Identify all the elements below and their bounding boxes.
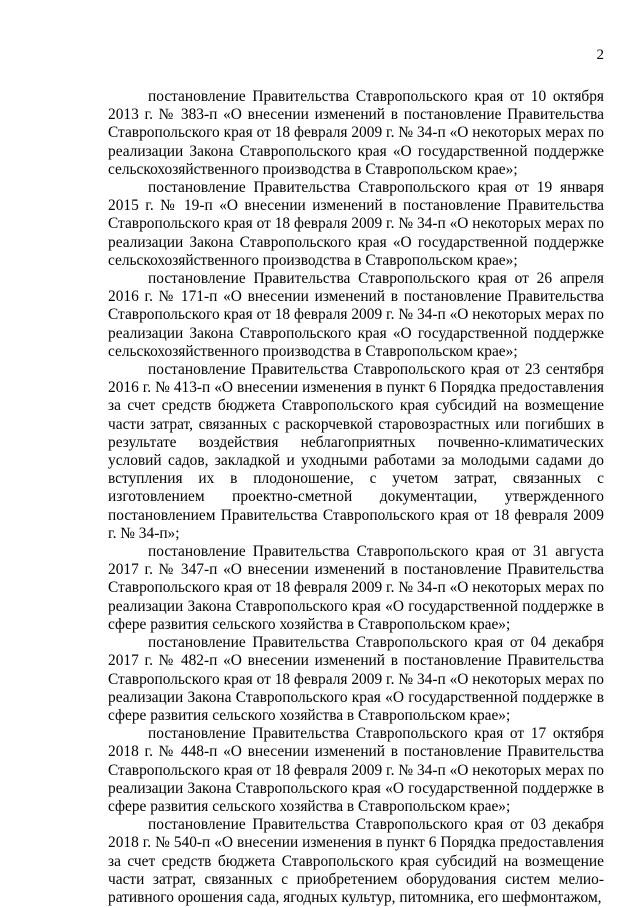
paragraph-resolution-19: постановление Правительства Ставропольского края от 19 января 2015 г. № 19-п «О внесении изменений в постановление Правительства Ставропольского края от 18 февраля 2009 г. № 34-п «О некоторых мерах по реализации Закона Ставропольского края «О государственной поддержке сельскохозяйственного производства в Ставропольском крае»; <box>108 179 604 269</box>
paragraph-resolution-540: постановление Правительства Ставропольского края от 03 декабря 2018 г. № 540-п «О внесении изменения в пункт 6 Порядка предоставления за счет средств бюджета Ставропольского края субсидий на возмещение части затрат, связанных с приобретением оборудования систем мелиоративного орошения сада, ягодных культур, питомника, его шефмонтажом, <box>108 816 604 906</box>
paragraph-resolution-413: постановление Правительства Ставропольского края от 23 сентября 2016 г. № 413-п «О внесении изменения в пункт 6 Порядка предоставления за счет средств бюджета Ставропольского края субсидий на возмещение части затрат, связанных с раскорчевкой старовозрастных или погибших в результате воздействия неблагоприятных почвенно-климатических условий садов, закладкой и уходными работами за молодыми садами до вступления их в плодоношение, с учетом затрат, связанных с изготовлением проектно-сметной документации, утвержденного постановлением Правительства Ставропольского края от 18 февраля 2009 г. № 34-п»; <box>108 361 604 542</box>
document-body <box>108 88 604 907</box>
paragraph-resolution-347: постановление Правительства Ставропольского края от 31 августа 2017 г. № 347-п «О внесении изменений в постановление Правительства Ставропольского края от 18 февраля 2009 г. № 34-п «О некоторых мерах по реализации Закона Ставропольского края «О государственной поддержке в сфере развития сельского хозяйства в Ставропольском крае»; <box>108 543 604 633</box>
paragraph-resolution-482: постановление Правительства Ставропольского края от 04 декабря 2017 г. № 482-п «О внесении изменений в постановление Правительства Ставропольского края от 18 февраля 2009 г. № 34-п «О некоторых мерах по реализации Закона Ставропольского края «О государственной поддержке в сфере развития сельского хозяйства в Ставропольском крае»; <box>108 634 604 724</box>
paragraph-resolution-383: постановление Правительства Ставропольского края от 10 октября 2013 г. № 383-п «О внесении изменений в постановление Правительства Ставропольского края от 18 февраля 2009 г. № 34-п «О некоторых мерах по реализации Закона Ставропольского края «О государственной поддержке сельскохозяйственного производства в Ставропольском крае»; <box>108 88 604 178</box>
page-number: 2 <box>596 47 604 63</box>
paragraph-resolution-171: постановление Правительства Ставропольского края от 26 апреля 2016 г. № 171-п «О внесении изменений в постановление Правительства Ставропольского края от 18 февраля 2009 г. № 34-п «О некоторых мерах по реализации Закона Ставропольского края «О государственной поддержке сельскохозяйственного производства в Ставропольском крае»; <box>108 270 604 360</box>
paragraph-resolution-448: постановление Правительства Ставропольского края от 17 октября 2018 г. № 448-п «О внесении изменений в постановление Правительства Ставропольского края от 18 февраля 2009 г. № 34-п «О некоторых мерах по реализации Закона Ставропольского края «О государственной поддержке в сфере развития сельского хозяйства в Ставропольском крае»; <box>108 725 604 815</box>
